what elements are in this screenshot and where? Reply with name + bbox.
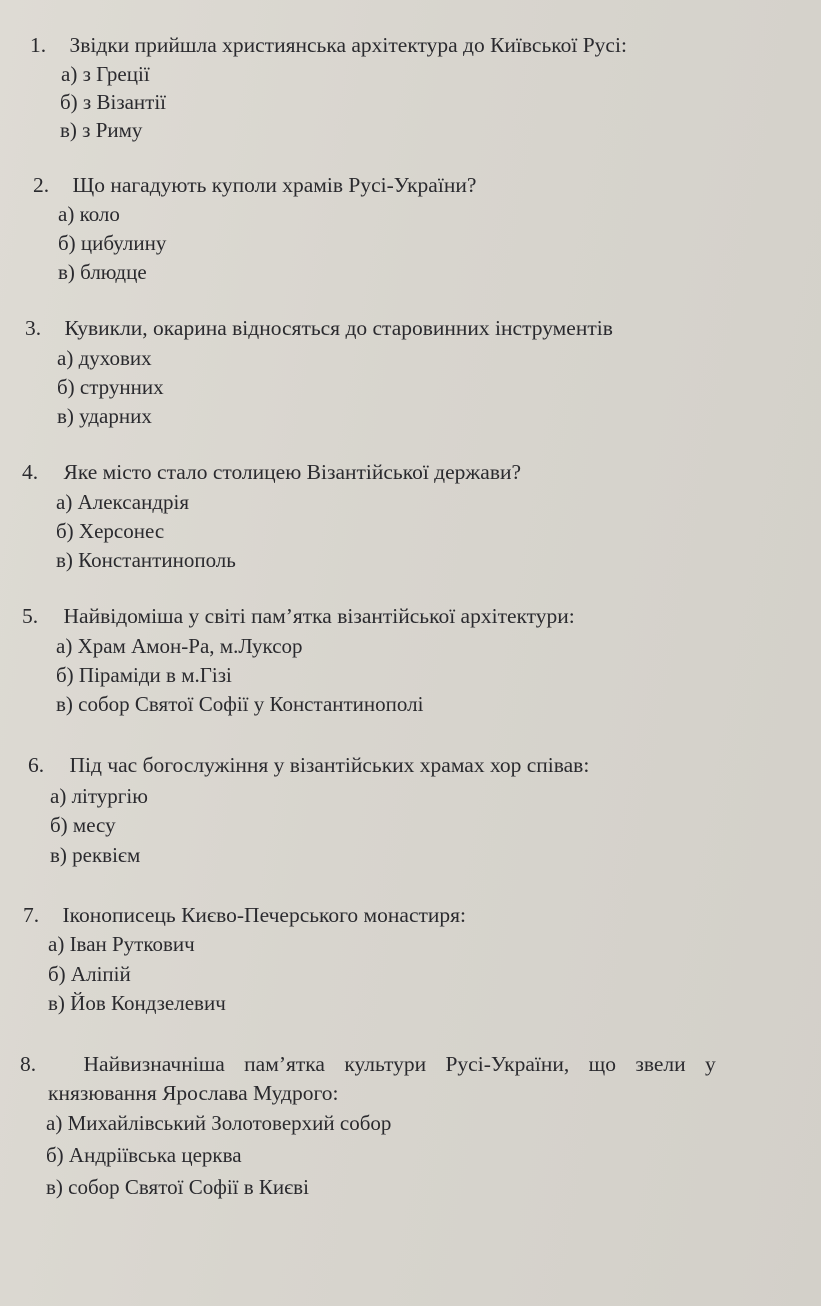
question-text: Під час богослужіння у візантійських храмах хор співав: (69, 753, 590, 777)
question-number: 4. (22, 460, 39, 484)
question-number: 1. (30, 33, 47, 57)
option-c: в) реквієм (50, 843, 141, 867)
question-number: 3. (25, 316, 42, 340)
option-a: а) коло (58, 202, 120, 226)
option-c: в) з Риму (60, 118, 143, 142)
option-a: а) літургію (50, 784, 148, 808)
option-b: б) Андріївська церква (46, 1143, 242, 1167)
option-c: в) собор Святої Софії у Константинополі (56, 692, 424, 716)
option-a: а) Іван Руткович (48, 932, 195, 956)
question-3-title (25, 315, 613, 341)
option-b: б) Піраміди в м.Гізі (56, 663, 232, 687)
question-number: 5. (22, 604, 39, 628)
option-b: б) Херсонес (56, 519, 165, 543)
question-8-title-continued: князювання Ярослава Мудрого: (48, 1081, 339, 1105)
option-a: а) Михайлівський Золотоверхий собор (46, 1111, 392, 1135)
option-c: в) ударних (57, 404, 152, 428)
question-5-title (22, 603, 575, 629)
option-a: а) з Греції (61, 62, 150, 86)
option-a: а) духових (57, 346, 152, 370)
question-text: Найвизначніша пам’ятка культури Русі-України, що звели у (83, 1052, 716, 1076)
option-a: а) Храм Амон-Ра, м.Луксор (56, 634, 303, 658)
question-number: 6. (28, 753, 45, 777)
option-b: б) Аліпій (48, 962, 131, 986)
question-8-title (20, 1051, 716, 1077)
question-text: Найвідоміша у світі пам’ятка візантійської архітектури: (63, 604, 575, 628)
question-2-title (33, 172, 476, 198)
question-number: 7. (23, 903, 40, 927)
option-b: б) месу (50, 813, 116, 837)
option-b: б) з Візантії (60, 90, 167, 114)
question-text: Що нагадують куполи храмів Русі-України? (72, 173, 477, 197)
option-c: в) Йов Кондзелевич (48, 991, 226, 1015)
option-b: б) цибулину (58, 231, 167, 255)
option-b: б) струнних (57, 375, 164, 399)
question-number: 2. (33, 173, 50, 197)
option-c: в) блюдце (58, 260, 147, 284)
question-1-title (30, 32, 627, 58)
option-c: в) Константинополь (56, 548, 236, 572)
question-text: Яке місто стало столицею Візантійської держави? (63, 460, 522, 484)
question-7-title (23, 902, 466, 928)
option-a: а) Александрія (56, 490, 190, 514)
question-6-title (28, 752, 589, 778)
question-text: Кувикли, окарина відносяться до старовинних інструментів (64, 316, 613, 340)
option-c: в) собор Святої Софії в Києві (46, 1175, 309, 1199)
question-text: Іконописець Києво-Печерського монастиря: (62, 903, 467, 927)
question-text: Звідки прийшла християнська архітектура до Київської Русі: (69, 33, 627, 57)
question-4-title (22, 459, 521, 485)
question-number: 8. (20, 1052, 37, 1076)
